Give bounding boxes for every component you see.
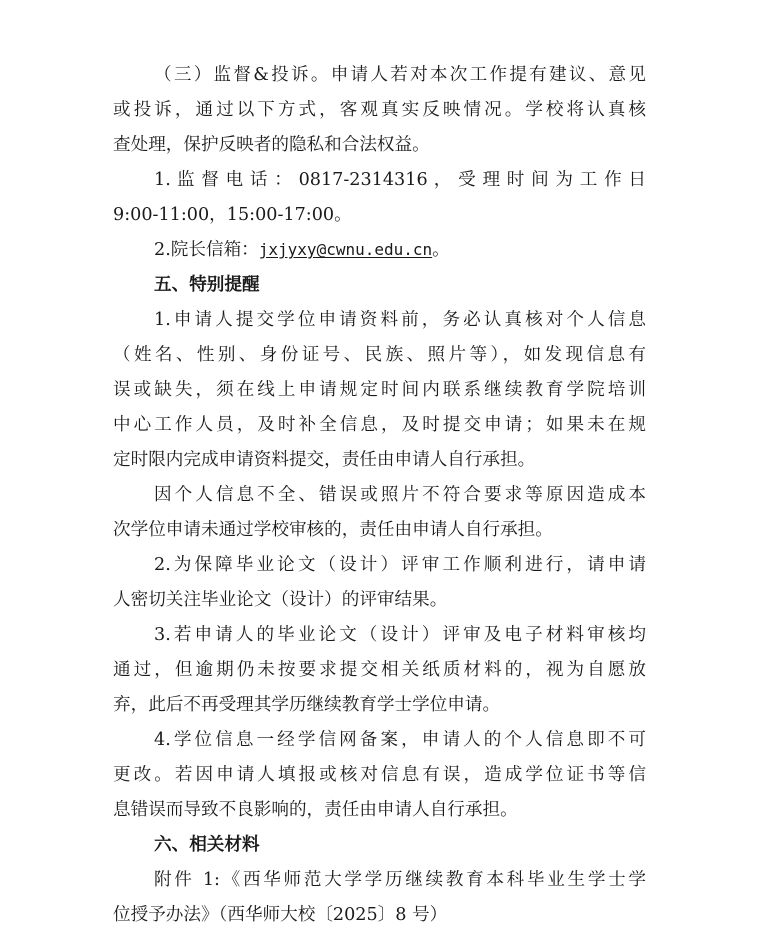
mailbox-line xyxy=(154,238,646,262)
paragraph-line: 查处理，保护反映者的隐私和合法权益。 xyxy=(113,135,430,155)
attachment-line: 位授予办法》（西华师大校〔2025〕8 号） xyxy=(113,905,448,925)
paragraph-line: （姓名、性别、身份证号、民族、照片等），如发现信息有 xyxy=(113,345,646,365)
paragraph-line: 误或缺失，须在线上申请规定时间内联系继续教育学院培训 xyxy=(113,380,646,400)
paragraph-line: 1.申请人提交学位申请资料前，务必认真核对个人信息 xyxy=(154,310,646,330)
section-heading-special-reminder: 五、特别提醒 xyxy=(154,275,260,295)
phone-line: 1. 监 督 电 话 ： 0817-2314316 ， 受 理 时 间 为 工 作 日 xyxy=(154,170,646,190)
paragraph-line: 次学位申请未通过学校审核的，责任由申请人自行承担。 xyxy=(113,520,553,540)
phone-hours-line: 9:00-11:00，15:00-17:00。 xyxy=(113,205,352,225)
paragraph-line: 弃，此后不再受理其学历继续教育学士学位申请。 xyxy=(113,695,501,715)
email-link[interactable]: jxjyxy@cwnu.edu.cn xyxy=(258,240,433,259)
attachment-line: 附件 1:《西华师范大学学历继续教育本科毕业生学士学 xyxy=(154,870,646,890)
paragraph-line: 人密切关注毕业论文（设计）的评审结果。 xyxy=(113,590,448,610)
paragraph-line: 中心工作人员，及时补全信息，及时提交申请；如果未在规 xyxy=(113,415,646,435)
mailbox-suffix: 。 xyxy=(432,240,450,260)
paragraph-line: （三）监督&投诉。申请人若对本次工作提有建议、意见 xyxy=(154,65,646,85)
paragraph-line: 3.若申请人的毕业论文（设计）评审及电子材料审核均 xyxy=(154,625,646,645)
paragraph-line: 通过，但逾期仍未按要求提交相关纸质材料的，视为自愿放 xyxy=(113,660,646,680)
section-heading-related-materials: 六、相关材料 xyxy=(154,835,260,855)
paragraph-line: 2.为保障毕业论文（设计）评审工作顺利进行，请申请 xyxy=(154,555,646,575)
paragraph-line: 因个人信息不全、错误或照片不符合要求等原因造成本 xyxy=(154,485,646,505)
paragraph-line: 更改。若因申请人填报或核对信息有误，造成学位证书等信 xyxy=(113,765,646,785)
paragraph-line: 定时限内完成申请资料提交，责任由申请人自行承担。 xyxy=(113,450,536,470)
paragraph-line: 或投诉，通过以下方式，客观真实反映情况。学校将认真核 xyxy=(113,100,646,120)
paragraph-line: 息错误而导致不良影响的，责任由申请人自行承担。 xyxy=(113,800,518,820)
mailbox-label: 2.院长信箱： xyxy=(154,240,259,260)
paragraph-line: 4.学位信息一经学信网备案，申请人的个人信息即不可 xyxy=(154,730,646,750)
